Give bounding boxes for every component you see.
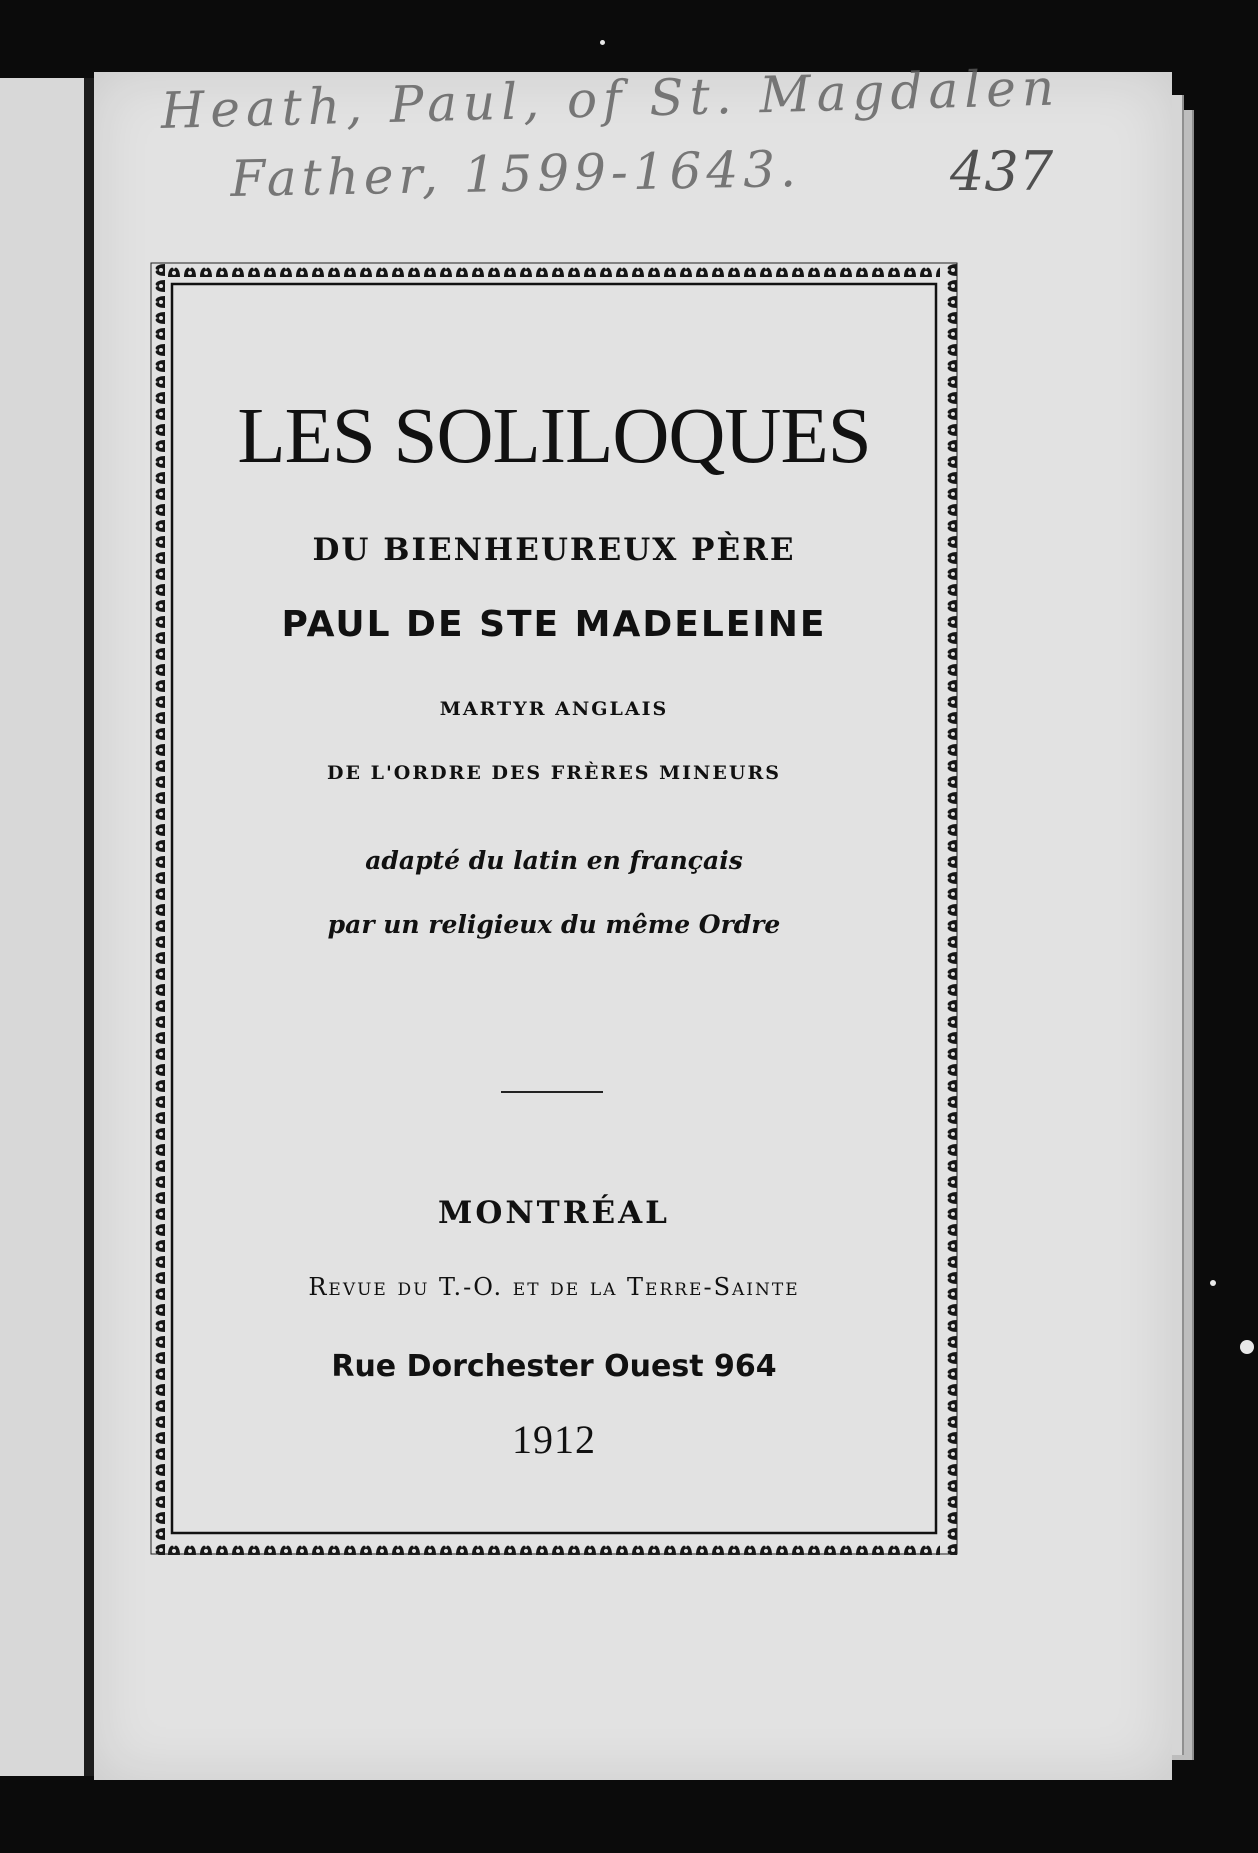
scan-speck [600, 40, 605, 45]
handwritten-line-1: Heath, Paul, of St. Magdalen [160, 58, 1061, 140]
adapted-line: adapté du latin en français [365, 846, 743, 875]
book-title: LES SOLILOQUES [237, 393, 871, 480]
publisher-name: Revue du T.-O. et de la Terre-Sainte [308, 1273, 800, 1301]
handwritten-catalog-number: 437 [950, 140, 1054, 203]
scan-speck [1210, 1280, 1216, 1286]
scan-speck [1240, 1340, 1254, 1354]
martyr-line: MARTYR ANGLAIS [439, 698, 669, 720]
subtitle-line-2: PAUL DE STE MADELEINE [281, 604, 827, 645]
subtitle-line-1: DU BIENHEUREUX PÈRE [312, 532, 796, 568]
publisher-address: Rue Dorchester Ouest 964 [331, 1349, 777, 1384]
translator-line: par un religieux du même Ordre [327, 910, 781, 939]
facing-page-edge [0, 78, 92, 1776]
handwritten-line-2: Father, 1599-1643. [230, 140, 802, 208]
handwritten-annotation [160, 58, 1160, 222]
title-page-text [168, 280, 940, 1537]
order-line: DE L'ORDRE DES FRÈRES MINEURS [327, 762, 781, 784]
divider-rule [501, 1091, 603, 1093]
publication-city: MONTRÉAL [438, 1195, 670, 1231]
publication-year: 1912 [512, 1417, 596, 1462]
book-gutter [84, 78, 94, 1776]
